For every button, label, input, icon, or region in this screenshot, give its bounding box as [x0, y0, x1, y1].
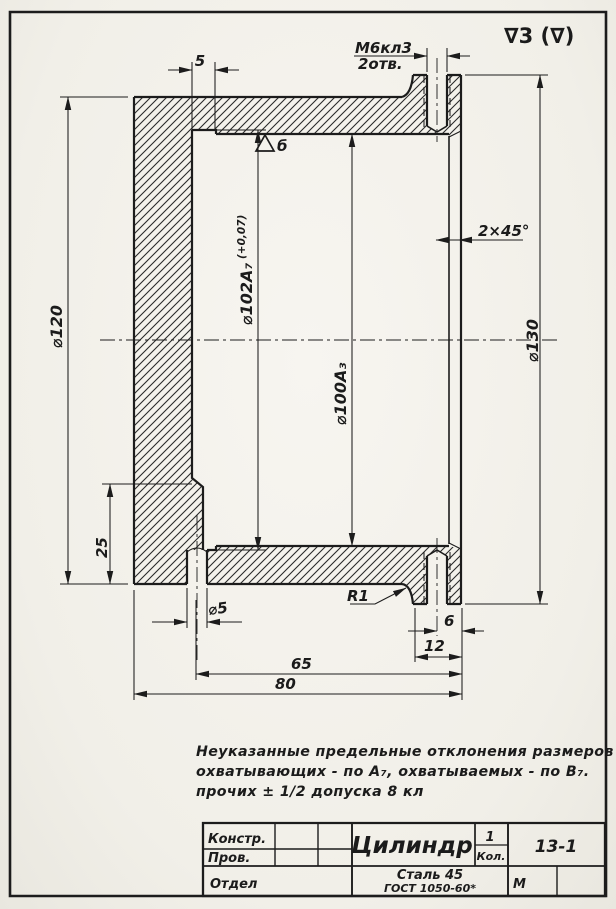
- dim-outer-diameter: ⌀120: [47, 304, 66, 348]
- dim-flange-diameter: ⌀130: [523, 318, 542, 362]
- surface-finish-corner: ∇3 (∇): [504, 24, 575, 48]
- note-line-3: прочих ± 1/2 допуска 8 кл: [196, 784, 424, 800]
- dim-overall-length: 80: [275, 675, 296, 693]
- section-hatching: [134, 75, 461, 604]
- tolerance-note: [196, 744, 614, 800]
- thread-callout-line1: М6кл3: [355, 39, 412, 57]
- title-material-line2: ГОСТ 1050-60*: [383, 882, 477, 895]
- note-line-2: охватывающих - по А₇, охватываемых - по В₇.: [196, 764, 590, 780]
- title-block: [203, 823, 605, 896]
- dim-bore: ⌀100А₃: [331, 362, 350, 425]
- dim-step-height: 25: [93, 537, 111, 558]
- title-material-line1: Сталь 45: [396, 868, 464, 883]
- note-line-1: Неуказанные предельные отклонения размеров: [196, 744, 614, 760]
- inner-surface-mark-letter: б: [277, 137, 288, 155]
- title-designer-label: Констр.: [208, 832, 267, 847]
- dim-groove-width: 5: [194, 52, 206, 70]
- dim-flange-width: 12: [424, 637, 445, 655]
- title-scale-label: М: [513, 877, 526, 892]
- dim-fillet: R1: [347, 587, 369, 605]
- dim-counterbore-tolerance: (+0,07): [236, 214, 248, 259]
- dim-hole-offset: 6: [444, 612, 455, 630]
- title-department-label: Отдел: [210, 877, 258, 892]
- dim-drain-hole: ⌀5: [207, 598, 229, 619]
- dim-chamfer: 2×45°: [478, 222, 530, 240]
- title-part-name: Цилиндр: [351, 833, 473, 859]
- thread-callout-line2: 2отв.: [358, 55, 403, 73]
- title-quantity-label: Кол.: [476, 850, 506, 863]
- dim-bore-depth: 65: [291, 655, 312, 673]
- title-quantity-value: 1: [485, 830, 495, 845]
- title-checker-label: Пров.: [208, 851, 251, 866]
- dim-counterbore: ⌀102А₇: [237, 262, 256, 325]
- inner-surface-mark: [256, 135, 287, 155]
- title-sheet-number: 13-1: [534, 837, 578, 857]
